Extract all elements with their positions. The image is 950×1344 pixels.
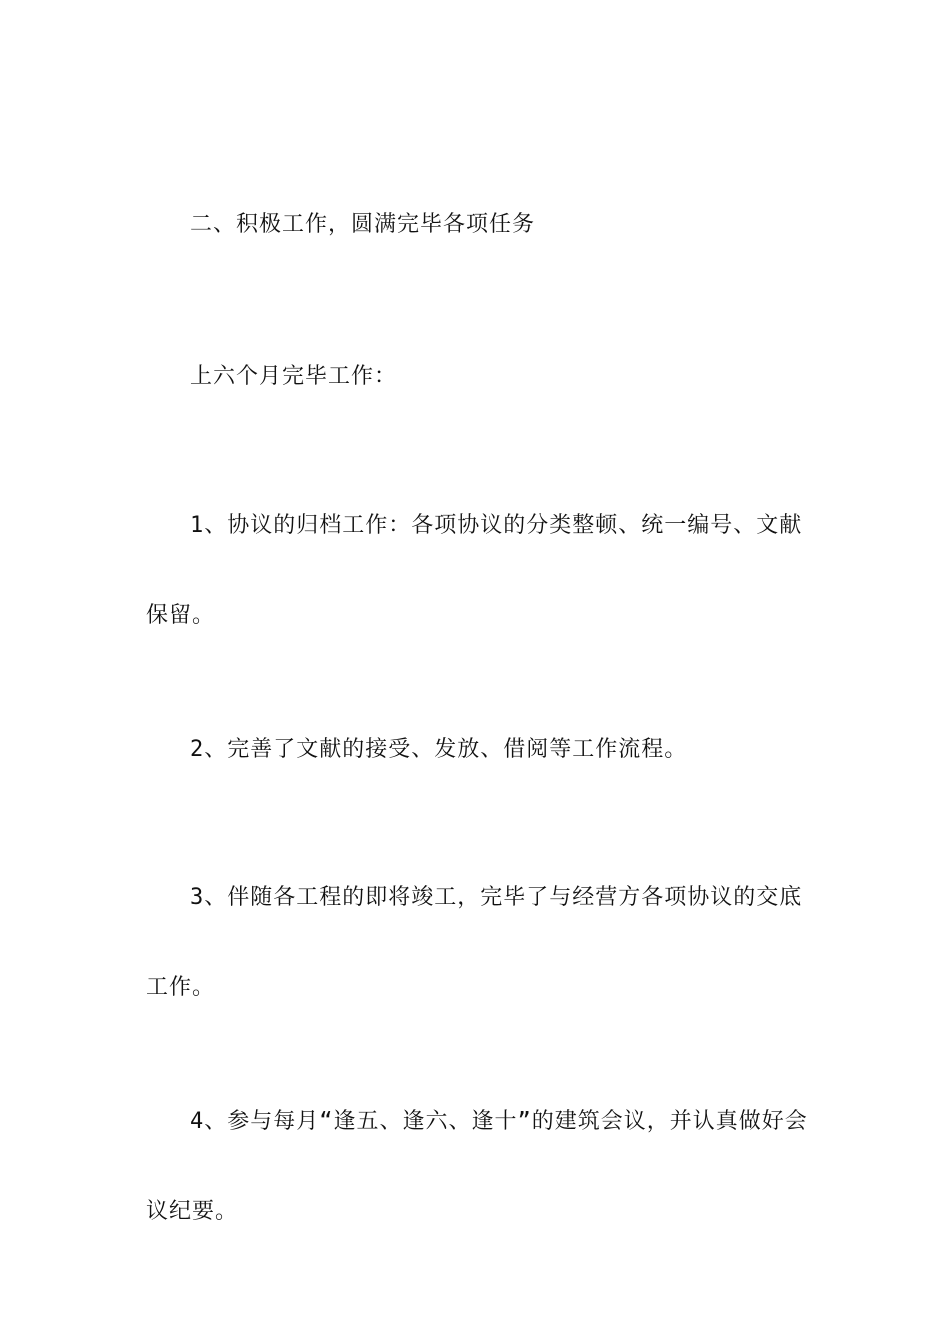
list-item: 2、完善了文献的接受、发放、借阅等工作流程。 (190, 737, 688, 762)
list-item: 1、协议的归档工作：各项协议的分类整顿、统一编号、文献保留。 (146, 513, 803, 628)
list-item: 4、参与每月“逢五、逢六、逢十”的建筑会议，并认真做好会议纪要。 (146, 1109, 808, 1224)
section-subheading: 上六个月完毕工作： (190, 364, 398, 389)
section-heading: 二、积极工作，圆满完毕各项任务 (190, 212, 536, 237)
list-item: 3、伴随各工程的即将竣工，完毕了与经营方各项协议的交底工作。 (146, 885, 803, 1000)
